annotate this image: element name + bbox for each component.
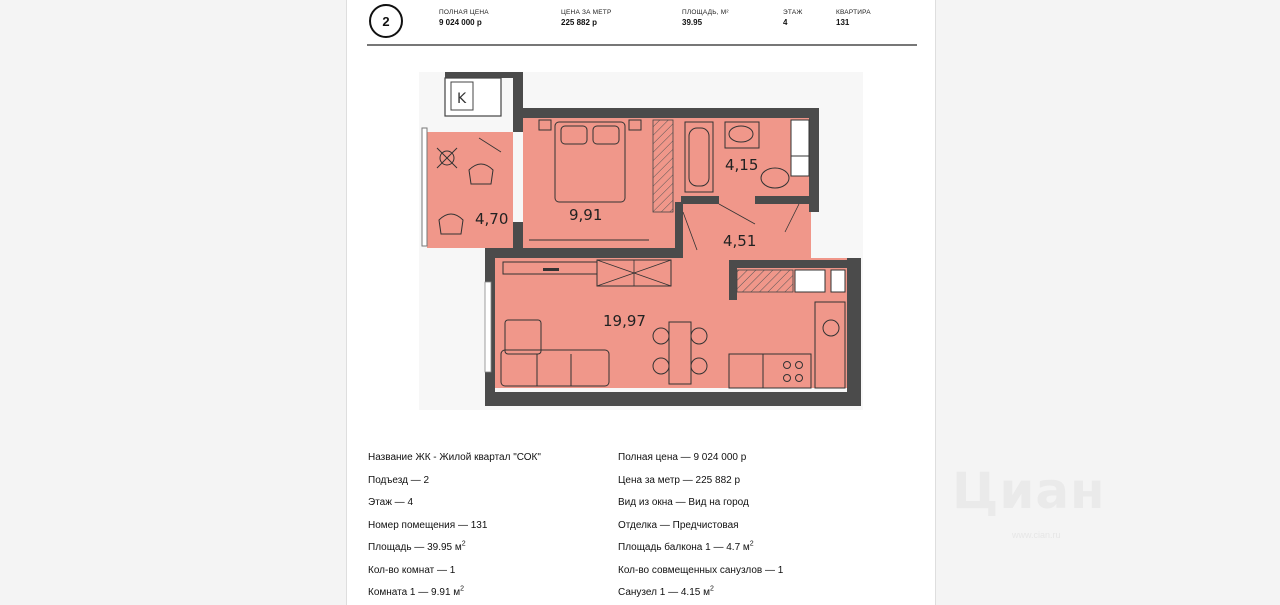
living-window [485,282,491,372]
balcony-window [422,128,427,246]
unit-superscript: 2 [709,585,714,593]
wardrobe-hall [737,270,793,292]
detail-row [618,492,783,515]
detail-row [368,537,541,560]
detail-row [618,470,783,493]
header-value: 4 [783,18,788,27]
area-label-balcony: 4,70 [475,210,509,228]
balcony-area [427,132,513,248]
details-left-column [368,447,541,605]
floor-plan [419,72,863,410]
watermark-subtitle: www.cian.ru [1012,530,1061,540]
header-full-price [439,9,489,27]
detail-text: Название ЖК - Жилой квартал "СОК" [368,452,541,463]
detail-text: Вид из окна — Вид на город [618,497,749,508]
header-apartment [836,9,871,27]
header-value: 131 [836,18,850,27]
header-label: КВАРТИРА [836,9,871,16]
detail-row [368,447,541,470]
header-floor [783,9,803,27]
detail-row [368,470,541,493]
header-label: ЦЕНА ЗА МЕТР [561,9,612,16]
detail-text: Кол-во совмещенных санузлов — 1 [618,564,784,576]
details-right-column [618,447,783,605]
balcony-mark: K [457,91,467,107]
summary-header [367,0,917,46]
detail-text: Комната 1 — 9.91 м [368,587,461,598]
detail-row [618,515,783,538]
detail-text: Подъезд — 2 [368,474,430,486]
detail-row [368,492,541,515]
detail-text: Полная цена — 9 024 000 р [618,452,747,463]
header-label: ЭТАЖ [783,9,803,16]
detail-row [618,560,783,583]
detail-text: Цена за метр — 225 882 р [618,474,741,486]
wardrobe-bedroom [653,120,673,212]
area-label-bathroom: 4,15 [725,156,759,174]
detail-text: Этаж — 4 [368,497,414,508]
detail-row [618,447,783,470]
header-label: ПЛОЩАДЬ, М² [682,9,729,16]
detail-row [368,515,541,538]
area-label-hall: 4,51 [723,232,757,250]
detail-text: Кол-во комнат — 1 [368,564,456,576]
detail-row [368,582,541,605]
detail-row [368,560,541,583]
header-label: ПОЛНАЯ ЦЕНА [439,9,489,16]
header-value: 225 882 р [561,18,598,27]
header-price-per-meter [561,9,612,27]
unit-superscript: 2 [460,585,465,593]
unit-superscript: 2 [749,540,754,548]
unit-superscript: 2 [461,540,466,548]
detail-row [618,582,783,605]
area-label-bedroom: 9,91 [569,206,603,224]
header-value: 9 024 000 р [439,18,482,27]
detail-text: Отделка — Предчистовая [618,519,739,531]
document-page [346,0,936,605]
area-label-living: 19,97 [603,312,646,330]
header-area [682,9,729,27]
hall-closet-small [831,270,845,292]
watermark: Циан [952,462,1106,520]
detail-text: Площадь балкона 1 — 4.7 м [618,542,750,553]
header-value: 39.95 [682,18,703,27]
entrance-badge: 2 [369,4,403,38]
detail-text: Площадь — 39.95 м [368,542,462,553]
detail-text: Номер помещения — 131 [368,519,488,531]
hall-closet [795,270,825,292]
detail-row [618,537,783,560]
detail-text: Санузел 1 — 4.15 м [618,587,710,598]
